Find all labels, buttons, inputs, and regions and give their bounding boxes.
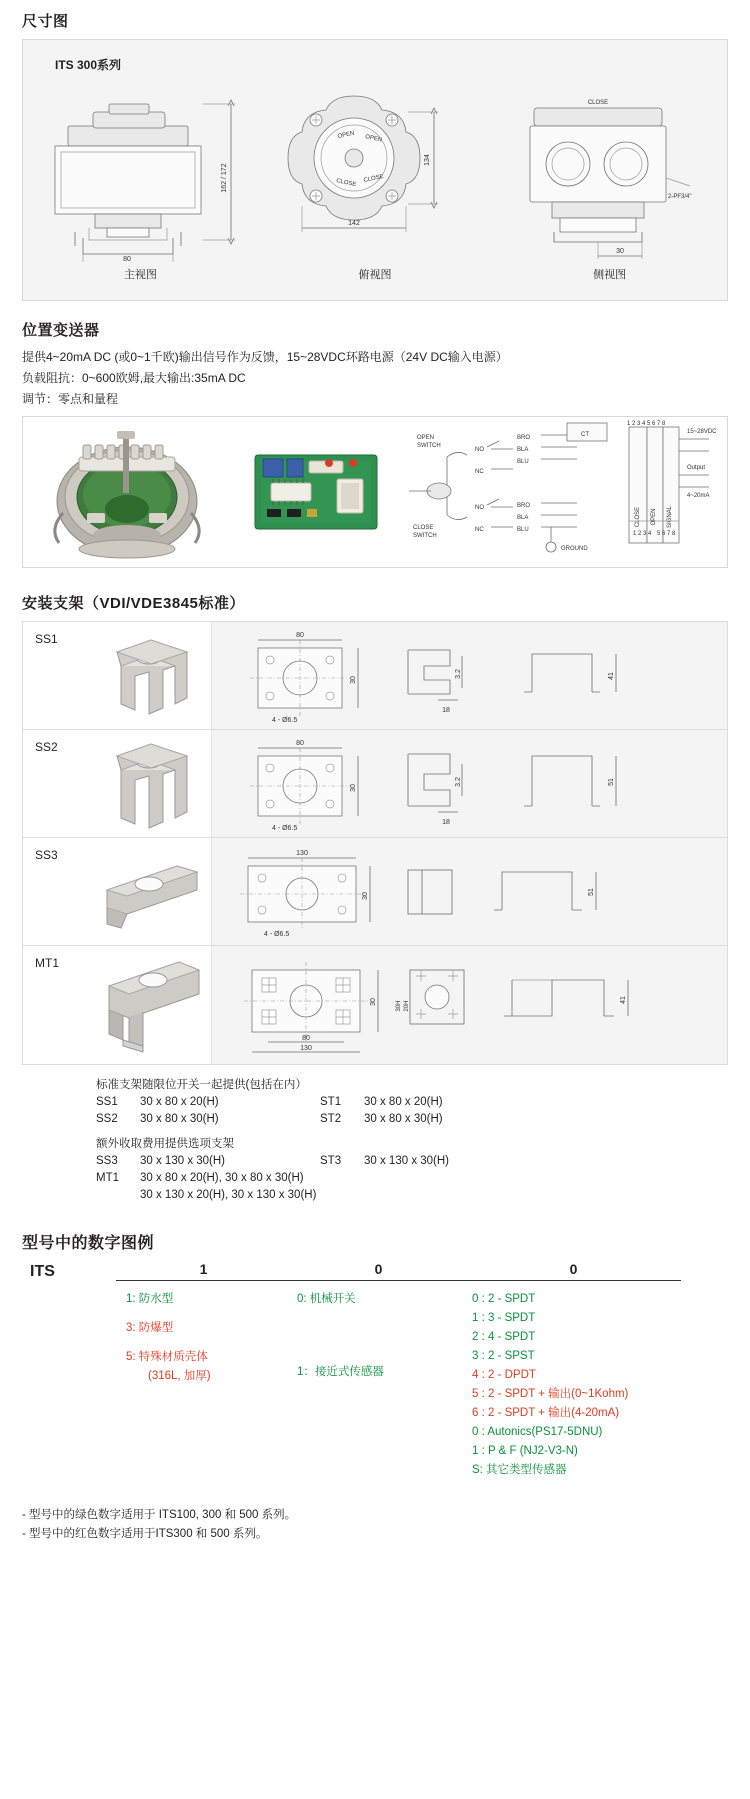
dim-ss3-130: 130 xyxy=(296,850,308,857)
bracket-drawing-ss2 xyxy=(211,730,727,837)
label-open-switch: OPEN xyxy=(417,435,435,441)
side-label-close: CLOSE xyxy=(588,100,609,106)
bracket-spec-row xyxy=(96,1187,728,1204)
model-opt-1-2: 3: 防爆型 xyxy=(126,1322,174,1334)
model-digit-3-group xyxy=(466,1261,681,1281)
label-ct: CT xyxy=(581,432,589,438)
bracket-label-ss3: SS3 xyxy=(23,838,91,945)
dimensions-panel xyxy=(22,39,728,301)
label-supply: 15~28VDC xyxy=(687,429,717,435)
dim-ss2-51: 51 xyxy=(608,778,615,786)
model-opt-1-4: (316L, 加厚) xyxy=(148,1370,211,1382)
dim-mt1-130: 130 xyxy=(300,1045,312,1052)
spec-size: 30 x 80 x 20(H), 30 x 80 x 30(H) xyxy=(140,1172,304,1184)
terminal-signal: SIGNAL xyxy=(667,505,673,529)
model-opt-3-9: 1 : P & F (NJ2-V3-N) xyxy=(472,1445,578,1457)
model-col-2 xyxy=(291,1290,466,1480)
top-view-drawing xyxy=(258,82,493,260)
svg-text:OPEN: OPEN xyxy=(336,130,355,140)
bracket-spec-standard-heading: 标准支架随限位开关一起提供(包括在内） xyxy=(96,1079,307,1091)
model-rule-1 xyxy=(116,1280,291,1281)
spec-size-2: 30 x 80 x 20(H) xyxy=(364,1096,443,1108)
svg-text:NC: NC xyxy=(475,469,484,475)
svg-text:1 2 3 4 5 6 7 8: 1 2 3 4 5 6 7 8 xyxy=(627,421,666,427)
top-view xyxy=(258,82,493,300)
model-legend xyxy=(22,1261,728,1480)
svg-text:20H: 20H xyxy=(404,1000,410,1012)
terminal-numbers-right: 5 6 7 8 xyxy=(657,531,676,537)
bracket-row-ss2 xyxy=(23,730,727,838)
spec-size: 30 x 80 x 20(H) xyxy=(140,1096,219,1108)
model-digit-1: 1 xyxy=(199,1261,208,1277)
model-legend-header xyxy=(22,1261,728,1281)
side-note-pf: 2-PF3/4" xyxy=(668,194,692,200)
dim-mt1-41: 41 xyxy=(620,996,627,1004)
section-title-model-legend: 型号中的数字图例 xyxy=(22,1235,155,1252)
dim-ss3-hole: 4 - Ø6.5 xyxy=(264,931,290,938)
transmitter-line-3: 调节：零点和量程 xyxy=(22,392,119,406)
bracket-drawing-ss1 xyxy=(211,622,727,729)
model-opt-3-4: 3 : 2 - SPST xyxy=(472,1350,535,1362)
model-digit-2: 0 xyxy=(374,1261,383,1277)
svg-text:3.2: 3.2 xyxy=(455,669,462,679)
side-view-caption: 侧视图 xyxy=(593,269,627,281)
model-digit-2-group xyxy=(291,1261,466,1281)
bracket-photo-ss2 xyxy=(91,730,211,837)
model-prefix: ITS xyxy=(30,1263,55,1280)
model-opt-3-3: 2 : 4 - SPDT xyxy=(472,1331,536,1343)
model-opt-3-8: 0 : Autonics(PS17-5DNU) xyxy=(472,1426,603,1438)
wiring-diagram xyxy=(391,417,731,567)
bracket-spec-row xyxy=(96,1153,728,1170)
terminal-open: OPEN xyxy=(651,508,657,526)
dim-ss2-80: 80 xyxy=(296,740,304,747)
svg-text:OPEN: OPEN xyxy=(364,134,383,144)
dim-ss1-hole: 4 - Ø6.5 xyxy=(272,717,298,724)
dim-height: 162 / 172 xyxy=(221,163,228,193)
spec-code-2: ST1 xyxy=(320,1096,342,1108)
section-title-brackets: 安装支架（VDI/VDE3845标准） xyxy=(22,595,245,612)
dim-ss2-hole: 4 - Ø6.5 xyxy=(272,825,298,832)
top-view-caption: 俯视图 xyxy=(358,269,392,281)
model-opt-3-6: 5 : 2 - SPDT + 输出(0~1Kohm) xyxy=(472,1388,629,1400)
transmitter-photo-pcb xyxy=(241,417,391,567)
label-output-range: 4~20mA xyxy=(687,493,710,499)
model-legend-body xyxy=(22,1281,728,1480)
footer-notes xyxy=(22,1506,728,1544)
section-title-transmitter: 位置变送器 xyxy=(22,322,100,339)
model-opt-2-1: 0: 机械开关 xyxy=(297,1293,356,1305)
wire-bla-2: BLA xyxy=(517,515,529,521)
bracket-spec-row xyxy=(96,1111,728,1128)
model-rule-3 xyxy=(466,1280,681,1281)
wire-blu-2: BLU xyxy=(517,527,529,533)
transmitter-line-2: 负载阻抗：0~600欧姆,最大输出:35mA DC xyxy=(22,371,246,385)
wire-bro-1: BRO xyxy=(517,435,531,441)
label-output: Output xyxy=(687,465,706,471)
front-view-caption: 主视图 xyxy=(123,269,157,281)
bracket-photo-mt1 xyxy=(91,946,211,1064)
dim-ss3-51: 51 xyxy=(588,888,595,896)
svg-text:CLOSE: CLOSE xyxy=(335,178,357,189)
spec-size: 30 x 80 x 30(H) xyxy=(140,1113,219,1125)
svg-text:SWITCH: SWITCH xyxy=(417,443,441,449)
section-title-dimensions: 尺寸图 xyxy=(22,13,69,30)
model-digit-3: 0 xyxy=(569,1261,578,1277)
svg-text:SWITCH: SWITCH xyxy=(413,533,437,539)
transmitter-photo-assembly xyxy=(23,417,241,567)
bracket-photo-ss1 xyxy=(91,622,211,729)
footer-note-1: - 型号中的绿色数字适用于 ITS100, 300 和 500 系列。 xyxy=(22,1509,297,1521)
spec-code-2: ST3 xyxy=(320,1155,342,1167)
transmitter-line-1: 提供4~20mA DC (或0~1千欧)输出信号作为反馈，15~28VDC环路电源（24V DC输入电源） xyxy=(22,350,508,364)
svg-text:NO: NO xyxy=(475,447,484,453)
datasheet-page xyxy=(0,10,750,1562)
model-opt-3-1: 0 : 2 - SPDT xyxy=(472,1293,536,1305)
svg-text:30H: 30H xyxy=(396,1000,402,1012)
spec-size-2: 30 x 80 x 30(H) xyxy=(364,1113,443,1125)
spec-size: 30 x 130 x 30(H) xyxy=(140,1155,226,1167)
model-opt-3-2: 1 : 3 - SPDT xyxy=(472,1312,536,1324)
model-opt-3-10: S: 其它类型传感器 xyxy=(472,1464,567,1476)
svg-text:NC: NC xyxy=(475,527,484,533)
model-col-1 xyxy=(116,1290,291,1480)
side-view xyxy=(492,82,727,300)
wire-blu-1: BLU xyxy=(517,459,529,465)
dim-ss1-18: 18 xyxy=(442,707,450,714)
model-digit-1-group xyxy=(116,1261,291,1281)
bracket-photo-ss3 xyxy=(91,838,211,945)
bracket-label-mt1: MT1 xyxy=(23,946,91,1064)
brackets-table xyxy=(22,621,728,1065)
spec-size: 30 x 130 x 20(H), 30 x 130 x 30(H) xyxy=(140,1189,317,1201)
bracket-spec-row xyxy=(96,1094,728,1111)
model-opt-3-5: 4 : 2 - DPDT xyxy=(472,1369,536,1381)
spec-code xyxy=(96,1187,140,1204)
svg-text:3.2: 3.2 xyxy=(455,777,462,787)
spec-code: SS2 xyxy=(96,1113,118,1125)
series-label: ITS 300系列 xyxy=(55,58,122,72)
dim-mt1-80: 80 xyxy=(302,1035,310,1042)
dim-ss1-41: 41 xyxy=(608,672,615,680)
front-view-drawing xyxy=(23,82,258,260)
bracket-drawing-mt1 xyxy=(211,946,727,1064)
model-opt-3-7: 6 : 2 - SPDT + 输出(4-20mA) xyxy=(472,1407,620,1419)
model-opt-2-2: 1：接近式传感器 xyxy=(297,1366,384,1378)
dim-ss2-30: 30 xyxy=(350,784,357,792)
spec-code: MT1 xyxy=(96,1172,119,1184)
label-close-switch: CLOSE xyxy=(413,525,434,531)
terminal-numbers-left: 1 2 3 4 xyxy=(633,531,652,537)
model-opt-1-1: 1: 防水型 xyxy=(126,1293,174,1305)
svg-text:CLOSE: CLOSE xyxy=(362,173,384,184)
wire-bla-1: BLA xyxy=(517,447,529,453)
bracket-spec-option-heading: 额外收取费用提供选项支架 xyxy=(96,1138,234,1150)
bracket-label-ss2: SS2 xyxy=(23,730,91,837)
transmitter-panel xyxy=(22,416,728,568)
bracket-row-ss3 xyxy=(23,838,727,946)
wire-bro-2: BRO xyxy=(517,503,531,509)
dim-top-width: 142 xyxy=(347,220,360,227)
dim-ss1-80: 80 xyxy=(296,632,304,639)
dim-ss1-30: 30 xyxy=(350,676,357,684)
dim-side-width: 30 xyxy=(616,248,625,255)
spec-size-2: 30 x 130 x 30(H) xyxy=(364,1155,450,1167)
model-col-3 xyxy=(466,1290,681,1480)
terminal-close: CLOSE xyxy=(635,506,641,528)
label-ground: GROUND xyxy=(561,546,588,552)
spec-code: SS3 xyxy=(96,1155,118,1167)
footer-note-2: - 型号中的红色数字适用于ITS300 和 500 系列。 xyxy=(22,1528,268,1540)
model-opt-1-3: 5: 特殊材质壳体 xyxy=(126,1351,208,1363)
dim-ss3-30: 30 xyxy=(362,892,369,900)
dim-top-height: 134 xyxy=(423,154,431,166)
bracket-row-mt1 xyxy=(23,946,727,1064)
spec-code-2: ST2 xyxy=(320,1113,342,1125)
model-rule-2 xyxy=(291,1280,466,1281)
dim-mt1-30: 30 xyxy=(370,998,377,1006)
spec-code: SS1 xyxy=(96,1096,118,1108)
side-view-drawing xyxy=(492,82,727,260)
bracket-row-ss1 xyxy=(23,622,727,730)
dim-width: 80 xyxy=(123,256,131,262)
svg-text:NO: NO xyxy=(475,505,484,511)
bracket-drawing-ss3 xyxy=(211,838,727,945)
front-view xyxy=(23,82,258,300)
bracket-spec-row xyxy=(96,1170,728,1187)
dim-ss2-18: 18 xyxy=(442,819,450,826)
bracket-spec xyxy=(96,1077,728,1204)
bracket-label-ss1: SS1 xyxy=(23,622,91,729)
